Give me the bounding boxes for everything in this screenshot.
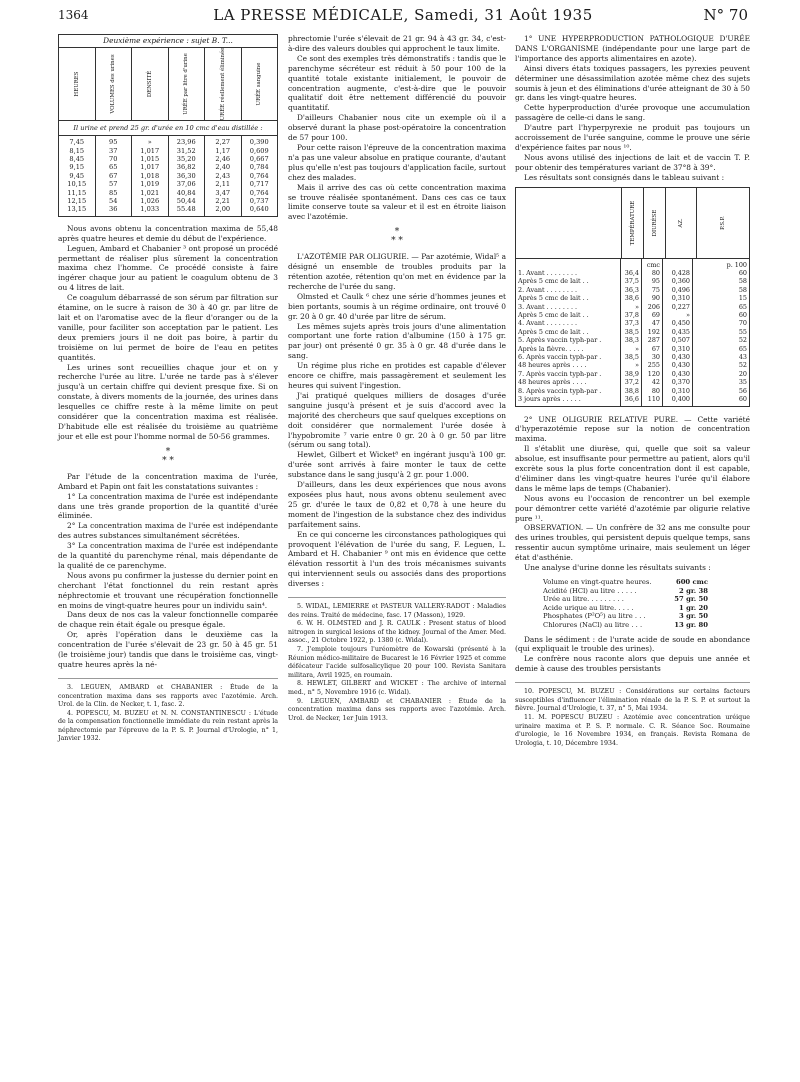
paragraph: Nous avons eu l'occasion de rencontrer un bel exemple pour démontrer cette variété d'azotémie par oligurie relative pure ¹¹.: [515, 493, 750, 523]
paragraph: Un régime plus riche en protides est capable d'élever encore ce chiffre, mais passagèrement et seulement les heures qui suivent l'ingestion.: [288, 361, 506, 390]
table-cell: 7. Après vaccin typh-par .: [518, 369, 602, 378]
header-cell: URÉE sanguine: [256, 62, 263, 106]
table-cell: 95: [109, 138, 118, 147]
header-cell: DENSITÉ: [146, 70, 153, 98]
table-cell: 52: [738, 336, 747, 345]
paragraph: 2° UNE OLIGURIE RELATIVE PURE. — Cette variété d'hyperazotémie repose sur la notion de concentration maxima.: [515, 414, 750, 444]
footnote: 6. W. H. OLMSTED and J. R. CAULK : Present status of blood nitrogen in surgical lesions of the kidney. Journal of the Amer. Med. assoc., 21 Octobre 1922, p. 1380 (c. Widal).: [288, 620, 506, 645]
fever-table: [515, 187, 750, 407]
section-stars: * * *: [391, 227, 403, 247]
table-cell: 2,21: [215, 197, 231, 206]
column-2: [288, 34, 506, 723]
table-cell: 1. Avant . . . . . . . .: [518, 269, 578, 277]
result-row: [543, 621, 708, 630]
table-cell: 1,018: [140, 171, 160, 180]
table-cell: 50,44: [176, 197, 196, 206]
unit-label: p. 100: [726, 260, 747, 269]
table-cell: 58: [738, 285, 747, 294]
footnote: 8. HEWLET, GILBERT and WICKET : The archive of internal med., n° 5, Novembre 1916 (c. Widal).: [288, 680, 506, 696]
table-cell: 37: [109, 146, 118, 155]
paragraph: Hewlet, Gilbert et Wicket⁸ en ingérant jusqu'à 100 gr. d'urée sont arrivés à faire monter le taux de cette substance dans le sang jusqu'à 2 gr. pour 1.000.: [288, 450, 506, 480]
table-cell: Après la fièvre. . . . .: [518, 344, 584, 353]
table-column: [642, 259, 663, 406]
paragraph: Les mêmes sujets après trois jours d'une alimentation comportant une forte ration d'albumine (150 à 175 gr. par jour) ont présenté 0 gr. 35 à 0 gr. 48 d'urée dans le sang.: [288, 321, 506, 361]
table-cell: 36,82: [176, 163, 196, 172]
table-cell: 0,430: [671, 353, 690, 362]
footnotes: [515, 682, 750, 748]
footnotes: [58, 678, 278, 744]
header-cell: VOLUMES des urines: [110, 54, 117, 114]
table-cell: 56: [738, 386, 747, 395]
paragraph: Le confrère nous raconte alors que depuis une année et demie à cause des troubles persistants: [515, 654, 750, 674]
result-row: [543, 612, 708, 621]
header-cell: TEMPÉRATURE: [629, 200, 636, 245]
paragraph: Ce sont des exemples très démonstratifs : tandis que le parenchyme sécréteur est réduit à 50 pour 100 de la quantité totale existante initialement, le pouvoir de concentration augmente, c'est-à-dire que le pouvoir qualitatif doit être nettement différencié du pouvoir quantitatif.: [288, 53, 506, 113]
table-cell: 36,30: [176, 171, 196, 180]
table-cell: 206: [647, 302, 660, 311]
table-cell: 3,47: [215, 188, 231, 197]
result-value: 13 gr. 80: [674, 620, 708, 629]
table-column: [59, 136, 96, 216]
table-cell: 55.48: [176, 205, 196, 214]
result-row: [543, 604, 708, 613]
footnote: 10. POPESCU, M. BUZEU : Considérations sur certains facteurs susceptibles d'influencer l'élimination rénale de la P. S. P. et surtout la fièvre. Journal d'Urologie, t. 37, n° 5, Mai 1934.: [515, 688, 750, 713]
footnote: 9. LEGUEN, AMBARD et CHABANIER : Étude de la concentration maxima dans ses rapports avec l'azotémie. Arch. Urol. de Necker, 1er Juin 1913.: [288, 697, 506, 722]
table-cell: Après 5 cmc de lait . .: [518, 277, 589, 286]
paragraph: Olmsted et Caulk ⁶ chez une série d'hommes jeunes et bien portants, soumis à un régime ordinaire, ont trouvé 0 gr. 20 à 0 gr. 40 d'urée par litre de sérum.: [288, 291, 506, 321]
table-column: [205, 136, 242, 216]
table-cell: 38,8: [624, 386, 639, 395]
header-cell: DIURÈSE: [651, 209, 658, 236]
page-header: [58, 6, 748, 28]
result-label: Chlorures (NaCl) au litre . . .: [543, 620, 643, 629]
table-column: [693, 259, 749, 406]
header-cell: URÉE par litre d'urine: [183, 53, 190, 115]
table-cell: 0,784: [249, 163, 269, 172]
paragraph: Ce coagulum débarrassé de son sérum par filtration sur étamine, on le sucre à raison de 30 à 40 gr. par litre de lait et on l'aromatise avec de la fleur d'oranger ou de la vanille, pour faciliter son acceptation par le patient. Les deux premiers jours il ne doit pas boire, à partir du troisième on lui permet de boire de l'eau en petites quantités.: [58, 293, 278, 362]
table-cell: 0,227: [671, 302, 690, 311]
result-value: 600 cmc: [675, 578, 708, 586]
table-cell: 2,46: [215, 155, 231, 164]
table-cell: 52: [738, 361, 747, 370]
page-number: 1364: [58, 8, 89, 22]
table-cell: 7,45: [69, 138, 85, 147]
table-cell: »: [635, 344, 639, 353]
table-cell: 75: [651, 285, 660, 294]
table-cell: 85: [109, 188, 118, 197]
result-label: Acide urique au litre. . . . .: [543, 603, 634, 612]
footnotes: [288, 597, 506, 723]
table-cell: 37,3: [624, 319, 639, 328]
table-cell: 48 heures après . . . .: [518, 378, 587, 387]
table-column: [516, 259, 621, 406]
table-cell: 2,40: [215, 163, 231, 172]
table-column: [663, 259, 693, 406]
table-cell: 23,96: [176, 138, 196, 147]
table-cell: 1,015: [140, 155, 160, 164]
table-cell: 11,15: [67, 188, 87, 197]
paragraph: J'ai pratiqué quelques milliers de dosages d'urée sanguine jusqu'à présent et je suis d'accord avec la majorité des chercheurs que sauf quelques exceptions on doit considérer que normalement l'urée dosée à l'hypobromite ⁷ varie entre 0 gr. 20 à 0 gr. 50 par litre (sérum ou sang total).: [288, 390, 506, 450]
table-body: [59, 136, 277, 216]
table-cell: 192: [647, 327, 660, 336]
table-cell: 1,021: [140, 188, 160, 197]
table-cell: 43: [738, 353, 747, 362]
result-row: [543, 578, 708, 587]
table-cell: 1,017: [140, 163, 160, 172]
table-cell: 60: [738, 395, 747, 404]
table-cell: 10,15: [67, 180, 87, 189]
unit-label: cmc: [646, 260, 660, 269]
table-cell: 47: [651, 319, 660, 328]
table-cell: 20: [738, 369, 747, 378]
table-cell: 0,435: [671, 327, 690, 336]
table-cell: 55: [738, 327, 747, 336]
table-cell: 90: [651, 294, 660, 303]
table-cell: 57: [109, 180, 118, 189]
table-cell: 287: [647, 336, 660, 345]
table-header: [516, 188, 749, 259]
table-cell: 3. Avant . . . . . . . .: [518, 302, 578, 311]
table-cell: 1,17: [215, 146, 231, 155]
table-cell: 38,5: [624, 353, 639, 362]
table-title: Deuxième expérience : sujet B. T...: [59, 35, 277, 48]
table-cell: 2,00: [215, 205, 231, 214]
table-cell: 67: [651, 344, 660, 353]
table-cell: 13,15: [67, 205, 87, 214]
table-cell: »: [635, 361, 639, 370]
table-cell: »: [635, 302, 639, 311]
table-cell: 0,430: [671, 361, 690, 370]
table-cell: 8,15: [69, 146, 85, 155]
paragraph: Par l'étude de la concentration maxima de l'urée, Ambard et Papin ont fait les constatations suivantes :: [58, 471, 278, 491]
result-row: [543, 595, 708, 604]
table-cell: 0,496: [671, 285, 690, 294]
table-cell: 38,3: [624, 336, 639, 345]
table-cell: 0,764: [249, 171, 269, 180]
table-cell: 2. Avant . . . . . . . .: [518, 285, 578, 294]
table-cell: 5. Après vaccin typh-par .: [518, 336, 602, 345]
table-cell: 31,52: [176, 146, 196, 155]
table-cell: 0,428: [671, 269, 690, 277]
paragraph: En ce qui concerne les circonstances pathologiques qui provoquent l'élévation de l'urée du sang, F. Leguen, L. Ambard et H. Chabanier ⁹ ont mis en évidence que cette élévation ressortit à l'un des trois mécanismes suivants qui interviennent seuls ou associés dans des proportions diverses :: [288, 529, 506, 589]
paragraph: Pour cette raison l'épreuve de la concentration maxima n'a pas une valeur absolue en pratique courante, d'autant plus qu'elle n'est pas toujours d'application facile, surtout chez des malades.: [288, 142, 506, 182]
result-value: 2 gr. 38: [679, 586, 708, 595]
paragraph: Nous avons obtenu la concentration maxima de 55,48 après quatre heures et demie du début de l'expérience.: [58, 223, 278, 243]
paragraph: Leguen, Ambard et Chabanier ³ ont proposé un procédé permettant de réaliser plus sûrement la concentration maxima chez l'homme. Ce procédé consiste à faire ingérer chaque jour au patient le coagulum obtenu de 3 ou 4 litres de lait.: [58, 243, 278, 293]
table-cell: 0,310: [671, 386, 690, 395]
table-note: Il urine et prend 25 gr. d'urée en 10 cmc d'eau distillée :: [59, 121, 277, 136]
table-cell: 48 heures après . . . .: [518, 361, 587, 370]
table-cell: 9,45: [69, 171, 85, 180]
table-cell: 0,310: [671, 344, 690, 353]
footnote: 11. M. POPESCU BUZEU : Azotémie avec concentration uréique urinaire maxima et P. S. P. normale. C. R. Séance Soc. Roumaine d'urologie, le 16 Novembre 1934, en français. Revista Romana de Urologia, t. 10, Décembre 1934.: [515, 713, 750, 747]
table-cell: 38,5: [624, 327, 639, 336]
table-cell: 35: [738, 378, 747, 387]
table-cell: 60: [738, 311, 747, 320]
table-cell: 8,45: [69, 155, 85, 164]
table-cell: 65: [738, 302, 747, 311]
table-cell: 0,400: [671, 395, 690, 404]
table-cell: 0,370: [671, 378, 690, 387]
table-column: [621, 259, 642, 406]
footnote: 3. LEGUEN, AMBARD et CHABANIER : Étude de la concentration maxima dans ses rapports avec l'azotémie. Arch. Urol. de la Clin. de Necker, t. 1, fasc. 2.: [58, 683, 278, 709]
table-cell: 0,310: [671, 294, 690, 303]
paragraph: 2° La concentration maxima de l'urée est indépendante des autres substances simultanément sécrétées.: [58, 521, 278, 541]
table-cell: 1,019: [140, 180, 160, 189]
table-cell: 65: [109, 163, 118, 172]
table-column: [242, 136, 278, 216]
table-cell: 1,017: [140, 146, 160, 155]
paragraph: Mais il arrive des cas où cette concentration maxima se trouve réalisée spontanément. Dans ces cas ce taux limite conserve toute sa valeur et il est en étroite liaison avec l'azotémie.: [288, 182, 506, 222]
paragraph: 1° La concentration maxima de l'urée est indépendante dans une très grande proportion de la quantité d'urée éliminée.: [58, 491, 278, 521]
table-cell: 36,6: [624, 395, 639, 404]
paragraph: L'AZOTÉMIE PAR OLIGURIE. — Par azotémie, Widal⁵ a désigné un ensemble de troubles produits par la rétention azotée, rétention qu'on met en évidence par la recherche de l'urée du sang.: [288, 252, 506, 291]
table-cell: 36: [109, 205, 118, 214]
table-cell: 95: [651, 277, 660, 286]
result-value: 1 gr. 20: [679, 603, 708, 612]
table-cell: 36,3: [624, 285, 639, 294]
table-cell: 35,20: [176, 155, 196, 164]
table-cell: 0,764: [249, 188, 269, 197]
header-cell: AZ.: [678, 217, 684, 228]
table-cell: 0,390: [249, 138, 269, 147]
table-cell: 120: [647, 369, 660, 378]
table-cell: 70: [738, 319, 747, 328]
table-cell: 36,4: [624, 269, 639, 277]
table-cell: 80: [651, 386, 660, 395]
table-cell: 60: [738, 269, 747, 277]
column-1: [58, 34, 278, 744]
paragraph: Il s'établit une diurèse, qui, quelle que soit sa valeur absolue, est insuffisante pour permettre au patient, alors qu'il excrète sous la plus forte concentration dont il est capable, d'éliminer dans les vingt-quatre heures l'urée qu'il élabore dans le même laps de temps (Chabanier).: [515, 444, 750, 493]
table-cell: 1,026: [140, 197, 160, 206]
section-stars: * * *: [162, 446, 174, 466]
paragraph: Dans le sédiment : de l'urate acide de soude en abondance (qui expliquait le trouble des urines).: [515, 634, 750, 654]
table-cell: 110: [647, 395, 660, 404]
table-cell: [623, 261, 639, 269]
table-cell: 8. Après vaccin typh-par .: [518, 386, 602, 395]
table-cell: 54: [109, 197, 118, 206]
table-cell: 67: [109, 171, 118, 180]
table-cell: 58: [738, 277, 747, 286]
table-cell: 2,27: [215, 138, 231, 147]
table-cell: 2,11: [215, 180, 231, 189]
result-label: Urée au litre. . . . . . . . .: [543, 595, 624, 604]
result-row: [543, 587, 708, 596]
table-cell: 0,609: [249, 146, 269, 155]
table-cell: 0,717: [249, 180, 269, 189]
table-cell: 38,6: [624, 294, 639, 303]
table-cell: 2,43: [215, 171, 231, 180]
paragraph: Une analyse d'urine donne les résultats suivants :: [524, 563, 711, 573]
table-cell: 15: [738, 294, 747, 303]
experiment-table: [58, 34, 278, 217]
table-cell: 80: [651, 269, 660, 277]
column-3: [515, 34, 750, 748]
table-cell: Après 5 cmc de lait . .: [518, 294, 589, 303]
table-cell: 0,430: [671, 369, 690, 378]
result-value: 3 gr. 50: [679, 612, 708, 621]
paragraph: Nous avons utilisé des injections de lait et de vaccin T. P. pour obtenir des températures variant de 37°8 à 39°.: [515, 152, 750, 172]
paragraph: phrectomie l'urée s'élevait de 21 gr. 94 à 43 gr. 34, c'est-à-dire des valeurs doubles qui approchent le taux limite.: [288, 34, 506, 53]
table-body: [516, 259, 749, 406]
header-cell: URÉE réellement éliminée: [219, 47, 226, 121]
footnote: 5. WIDAL, LEMIERRE et PASTEUR VALLERY-RADOT : Maladies des reins. Traité de médecine, fasc. 17 (Masson), 1929.: [288, 603, 506, 619]
table-cell: 0,360: [671, 277, 690, 286]
table-cell: »: [147, 138, 152, 147]
paragraph: OBSERVATION. — Un confrère de 32 ans me consulte pour des urines troubles, qui persistent depuis quelque temps, sans ressentir aucun symptôme urinaire, mais seulement un léger état d'asthénie.: [515, 523, 750, 563]
table-cell: 38,9: [624, 369, 639, 378]
table-cell: 12,15: [67, 197, 87, 206]
result-label: Acidité (HCl) au litre . . . . .: [543, 586, 637, 595]
table-column: [132, 136, 169, 216]
paragraph: D'ailleurs Chabanier nous cite un exemple où il a observé durant la phase post-opératoire la concentration de 57 pour 100.: [288, 113, 506, 143]
table-cell: Après 5 cmc de lait . .: [518, 311, 589, 320]
table-cell: 37,8: [624, 311, 639, 320]
table-cell: [665, 261, 690, 269]
paragraph: Dans deux de nos cas la valeur fonctionnelle comparée de chaque rein était égale ou presque égale.: [58, 610, 278, 630]
paragraph: Nous avons pu confirmer la justesse du dernier point en cherchant l'état fonctionnel du rein restant après néphrectomie et trouvant une récupération fonctionnelle en moins de vingt-quatre heures pour un individu sain⁴.: [58, 570, 278, 610]
paragraph: 1° UNE HYPERPRODUCTION PATHOLOGIQUE D'URÉE DANS L'ORGANISME (indépendante pour une large part de l'importance des apports alimentaires en azote).: [515, 34, 750, 63]
journal-title: LA PRESSE MÉDICALE, Samedi, 31 Août 1935: [213, 6, 593, 24]
table-cell: 0,640: [249, 205, 269, 214]
paragraph: Or, après l'opération dans le deuxième cas la concentration de l'urée s'élevait de 23 gr. 50 à 45 gr. 51 (le troisième jour) tandis que dans le troisième cas, vingt-quatre heures après la né-: [58, 630, 278, 670]
result-label: Phosphates (P²O⁵) au litre . . .: [543, 612, 646, 621]
header-cell: P.S.P.: [720, 215, 726, 230]
footnote: 4. POPESCU, M. BUZEU et N. N. CONSTANTINESCU : L'étude de la compensation fonctionnelle immédiate du rein restant après la néphrectomie par l'épreuve de la P. S. P. Journal d'Urologie, n° 1, Janvier 1932.: [58, 709, 278, 743]
paragraph: Les résultats sont consignés dans le tableau suivant :: [524, 172, 725, 182]
table-header: [59, 48, 277, 121]
result-value: 57 gr. 50: [674, 595, 708, 604]
table-cell: 0,667: [249, 155, 269, 164]
table-cell: 37,06: [176, 180, 196, 189]
paragraph: Ainsi divers états toxiques passagers, les pyrexies peuvent déterminer une désassimilation azotée même chez des sujets soumis à jeun et des éliminations d'urée atteignant de 30 à 50 gr. dans les vingt-quatre heures.: [515, 63, 750, 103]
table-column: [96, 136, 133, 216]
table-cell: 69: [651, 311, 660, 320]
table-cell: 40,84: [176, 188, 196, 197]
table-cell: 30: [651, 353, 660, 362]
header-cell: HEURES: [73, 71, 80, 97]
table-cell: 4. Avant . . . . . . . .: [518, 319, 578, 328]
table-cell: 0,507: [671, 336, 690, 345]
table-cell: 255: [647, 361, 660, 370]
table-cell: 42: [651, 378, 660, 387]
table-cell: Après 5 cmc de lait . .: [518, 327, 589, 336]
paragraph: 3° La concentration maxima de l'urée est indépendante de la quantité du parenchyme rénal, mais dépendante de la qualité de ce parenchyme.: [58, 541, 278, 570]
table-cell: 0,737: [249, 197, 269, 206]
table-cell: 70: [109, 155, 118, 164]
table-cell: 3 jours après . . . . .: [518, 395, 581, 404]
footnote: 7. J'emploie toujours l'uréomètre de Kowarski (présenté à la Réunion médico-militaire de Bucarest le 16 Février 1925 et comme défécateur l'acide sulfosalicylique 20 pour 100. Revista Sanitara militara, Avril 1925, en roumain.: [288, 646, 506, 679]
table-cell: 37,5: [624, 277, 639, 286]
table-cell: 0,450: [671, 319, 690, 328]
paragraph: Cette hyperproduction d'urée provoque une accumulation passagère de celle-ci dans le sang.: [515, 103, 750, 123]
issue-number: N° 70: [703, 6, 748, 24]
paragraph: D'autre part l'hyperpyrexie ne produit pas toujours un accroissement de l'urée sanguine, comme le prouve une série d'expérience faites par nous ¹⁰.: [515, 123, 750, 152]
table-cell: 37,2: [624, 378, 639, 387]
table-column: [169, 136, 206, 216]
table-cell: [518, 261, 618, 269]
urine-results: [543, 578, 750, 630]
result-label: Volume en vingt-quatre heures.: [543, 578, 652, 586]
table-cell: 1,033: [140, 205, 160, 214]
paragraph: Les urines sont recueillies chaque jour et on y recherche l'urée au litre. L'urée ne tarde pas à s'élever jusqu'à un certain chiffre qui devient presque fixe. Si on constate, à divers moments de la journée, des urines dans lesquelles ce chiffre reste à la même limite on peut considérer que la concentration maxima est réalisée. D'habitude elle est réalisée du troisième au quatrième jour et elle est pour l'homme normal de 50-56 grammes.: [58, 362, 278, 441]
table-cell: 65: [738, 344, 747, 353]
table-cell: »: [686, 311, 690, 320]
table-cell: 6. Après vaccin typh-par .: [518, 353, 602, 362]
table-cell: 9,15: [69, 163, 85, 172]
paragraph: D'ailleurs, dans les deux expériences que nous avons exposées plus haut, nous avons obtenu seulement avec 25 gr. d'urée le taux de 0,82 et 0,78 à une heure du moment de l'ingestion de la substance chez des individus parfaitement sains.: [288, 480, 506, 529]
